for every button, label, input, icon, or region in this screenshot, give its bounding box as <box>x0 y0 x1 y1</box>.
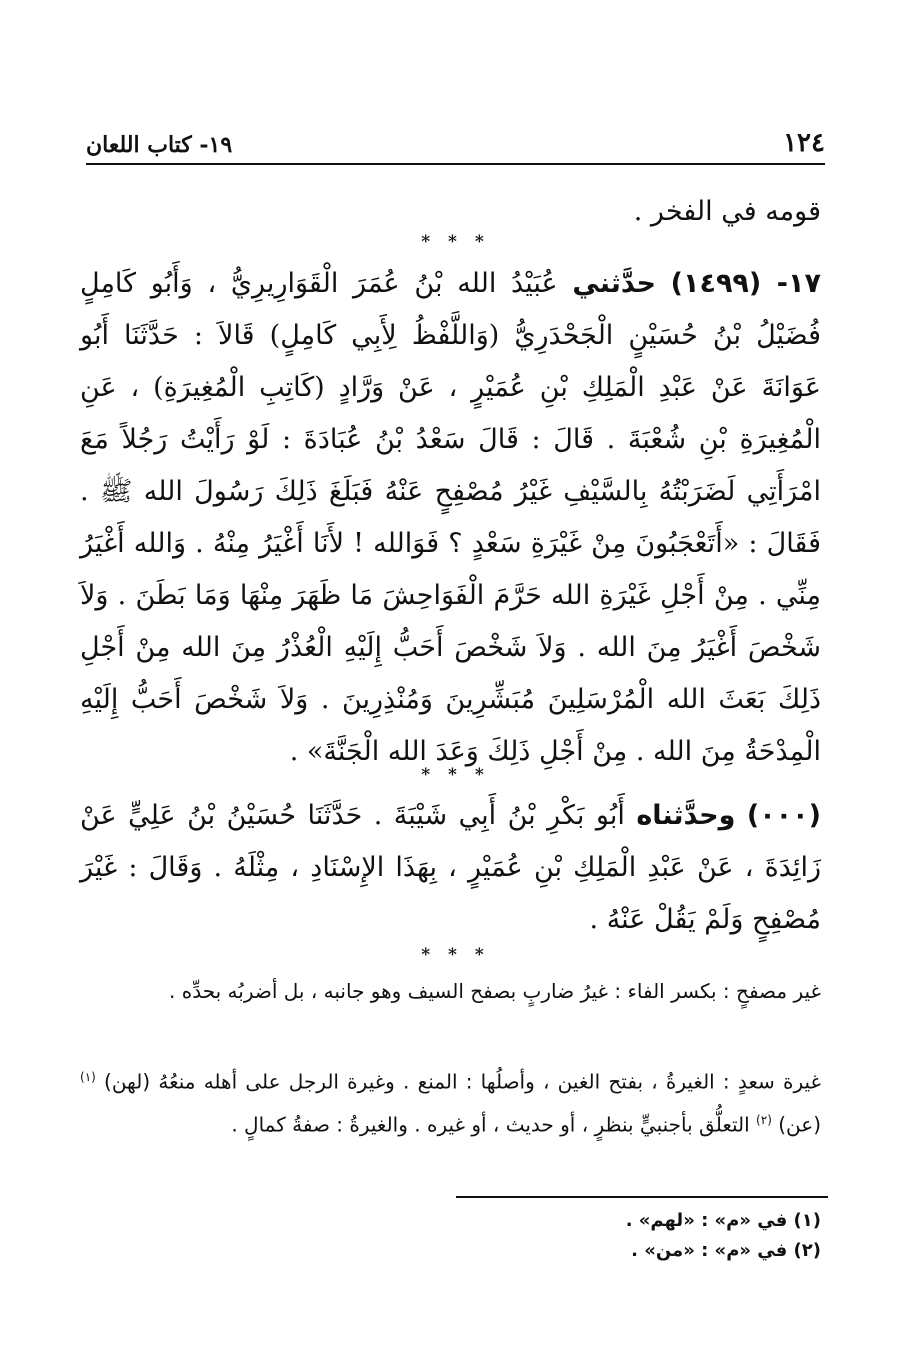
gloss-text: التعلُّق بأجنبيٍّ بنظرٍ ، أو حديث ، أو غيره . والغيرةُ : صفةُ كمالٍ . <box>231 1112 750 1137</box>
hadith-text: عُبَيْدُ الله بْنُ عُمَرَ الْقَوَارِيرِيُّ ، وَأَبُو كَامِلٍ فُضَيْلُ بْنُ حُسَيْنٍ الْجَحْدَرِيُّ (وَاللَّفْظُ لِأَبِي كَامِلٍ) قَالاَ : حَدَّثَنَا أَبُو عَوَانَةَ عَنْ عَبْدِ الْمَلِكِ بْنِ عُمَيْرٍ ، عَنْ وَرَّادٍ (كَاتِبِ الْمُغِيرَةِ) ، عَنِ الْمُغِيرَةِ بْنِ شُعْبَةَ . قَالَ : قَالَ سَعْدُ بْنُ عُبَادَةَ : لَوْ رَأَيْتُ رَجُلاً مَعَ امْرَأَتِي لَضَرَبْتُهُ بِالسَّيْفِ غَيْرُ مُصْفِحٍ عَنْهُ فَبَلَغَ ذَلِكَ رَسُولَ الله ﷺ . فَقَالَ : «أَتَعْجَبُونَ مِنْ غَيْرَةِ سَعْدٍ ؟ فَوَالله ! لأَنَا أَغْيَرُ مِنْهُ . وَالله أَغْيَرُ مِنِّي . مِنْ أَجْلِ غَيْرَةِ الله حَرَّمَ الْفَوَاحِشَ مَا ظَهَرَ مِنْهَا وَمَا بَطَنَ . وَلاَ شَخْصَ أَغْيَرُ مِنَ الله . وَلاَ شَخْصَ أَحَبُّ إِلَيْهِ الْعُذْرُ مِنَ الله مِنْ أَجْلِ ذَلِكَ بَعَثَ الله الْمُرْسَلِينَ مُبَشِّرِينَ وَمُنْذِرِينَ . وَلاَ شَخْصَ أَحَبُّ إِلَيْهِ الْمِدْحَةُ مِنَ الله . مِنْ أَجْلِ ذَلِكَ وَعَدَ الله الْجَنَّةَ» . <box>80 268 821 767</box>
running-header <box>86 126 825 158</box>
footnote-ref: (١) <box>80 1070 96 1084</box>
hadith-text: أَبُو بَكْرِ بْنُ أَبِي شَيْبَةَ . حَدَّثَنَا حُسَيْنُ بْنُ عَلِيٍّ عَنْ زَائِدَةَ ، عَنْ عَبْدِ الْمَلِكِ بْنِ عُمَيْرٍ ، بِهَذَا الإِسْنَادِ ، مِثْلَهُ . وَقَالَ : غَيْرَ مُصْفِحٍ وَلَمْ يَقُلْ عَنْهُ . <box>80 800 822 935</box>
gloss-text: (عن) <box>778 1112 821 1137</box>
chapter-title: ١٩- كتاب اللعان <box>86 132 233 158</box>
section-separator: * * * <box>421 945 490 965</box>
gloss-paragraph <box>80 1058 821 1143</box>
narration-verb: وحدَّثناه <box>636 800 736 831</box>
narration-verb: حدَّثني <box>572 268 656 299</box>
opening-line: قومه في الفخر . <box>633 196 821 227</box>
footnote-rule <box>456 1196 828 1198</box>
section-separator: * * * <box>421 232 490 252</box>
hadith-1 <box>80 258 821 778</box>
gloss-text: غيرة سعدٍ : الغيرةُ ، بفتح الغين ، وأصلُها : المنع . وغيرة الرجل على أهله منعُهُ (لهن) <box>104 1069 821 1094</box>
footnote: (١) في «م» : «لهم» . <box>625 1210 821 1231</box>
footnote-ref: (٢) <box>756 1112 772 1127</box>
footnote: (٢) في «م» : «من» . <box>631 1240 821 1261</box>
page-number: ١٢٤ <box>783 128 825 158</box>
hadith-number: ١٧- (١٤٩٩) <box>670 268 821 299</box>
hadith-number: (٠٠٠) <box>746 800 821 831</box>
section-separator: * * * <box>421 765 490 785</box>
hadith-2 <box>80 790 821 946</box>
gloss-paragraph: غير مصفحٍ : بكسر الفاء : غيرُ ضاربٍ بصفح السيف وهو جانبه ، بل أضربُه بحدِّه . <box>169 979 821 1003</box>
header-rule <box>86 163 825 165</box>
